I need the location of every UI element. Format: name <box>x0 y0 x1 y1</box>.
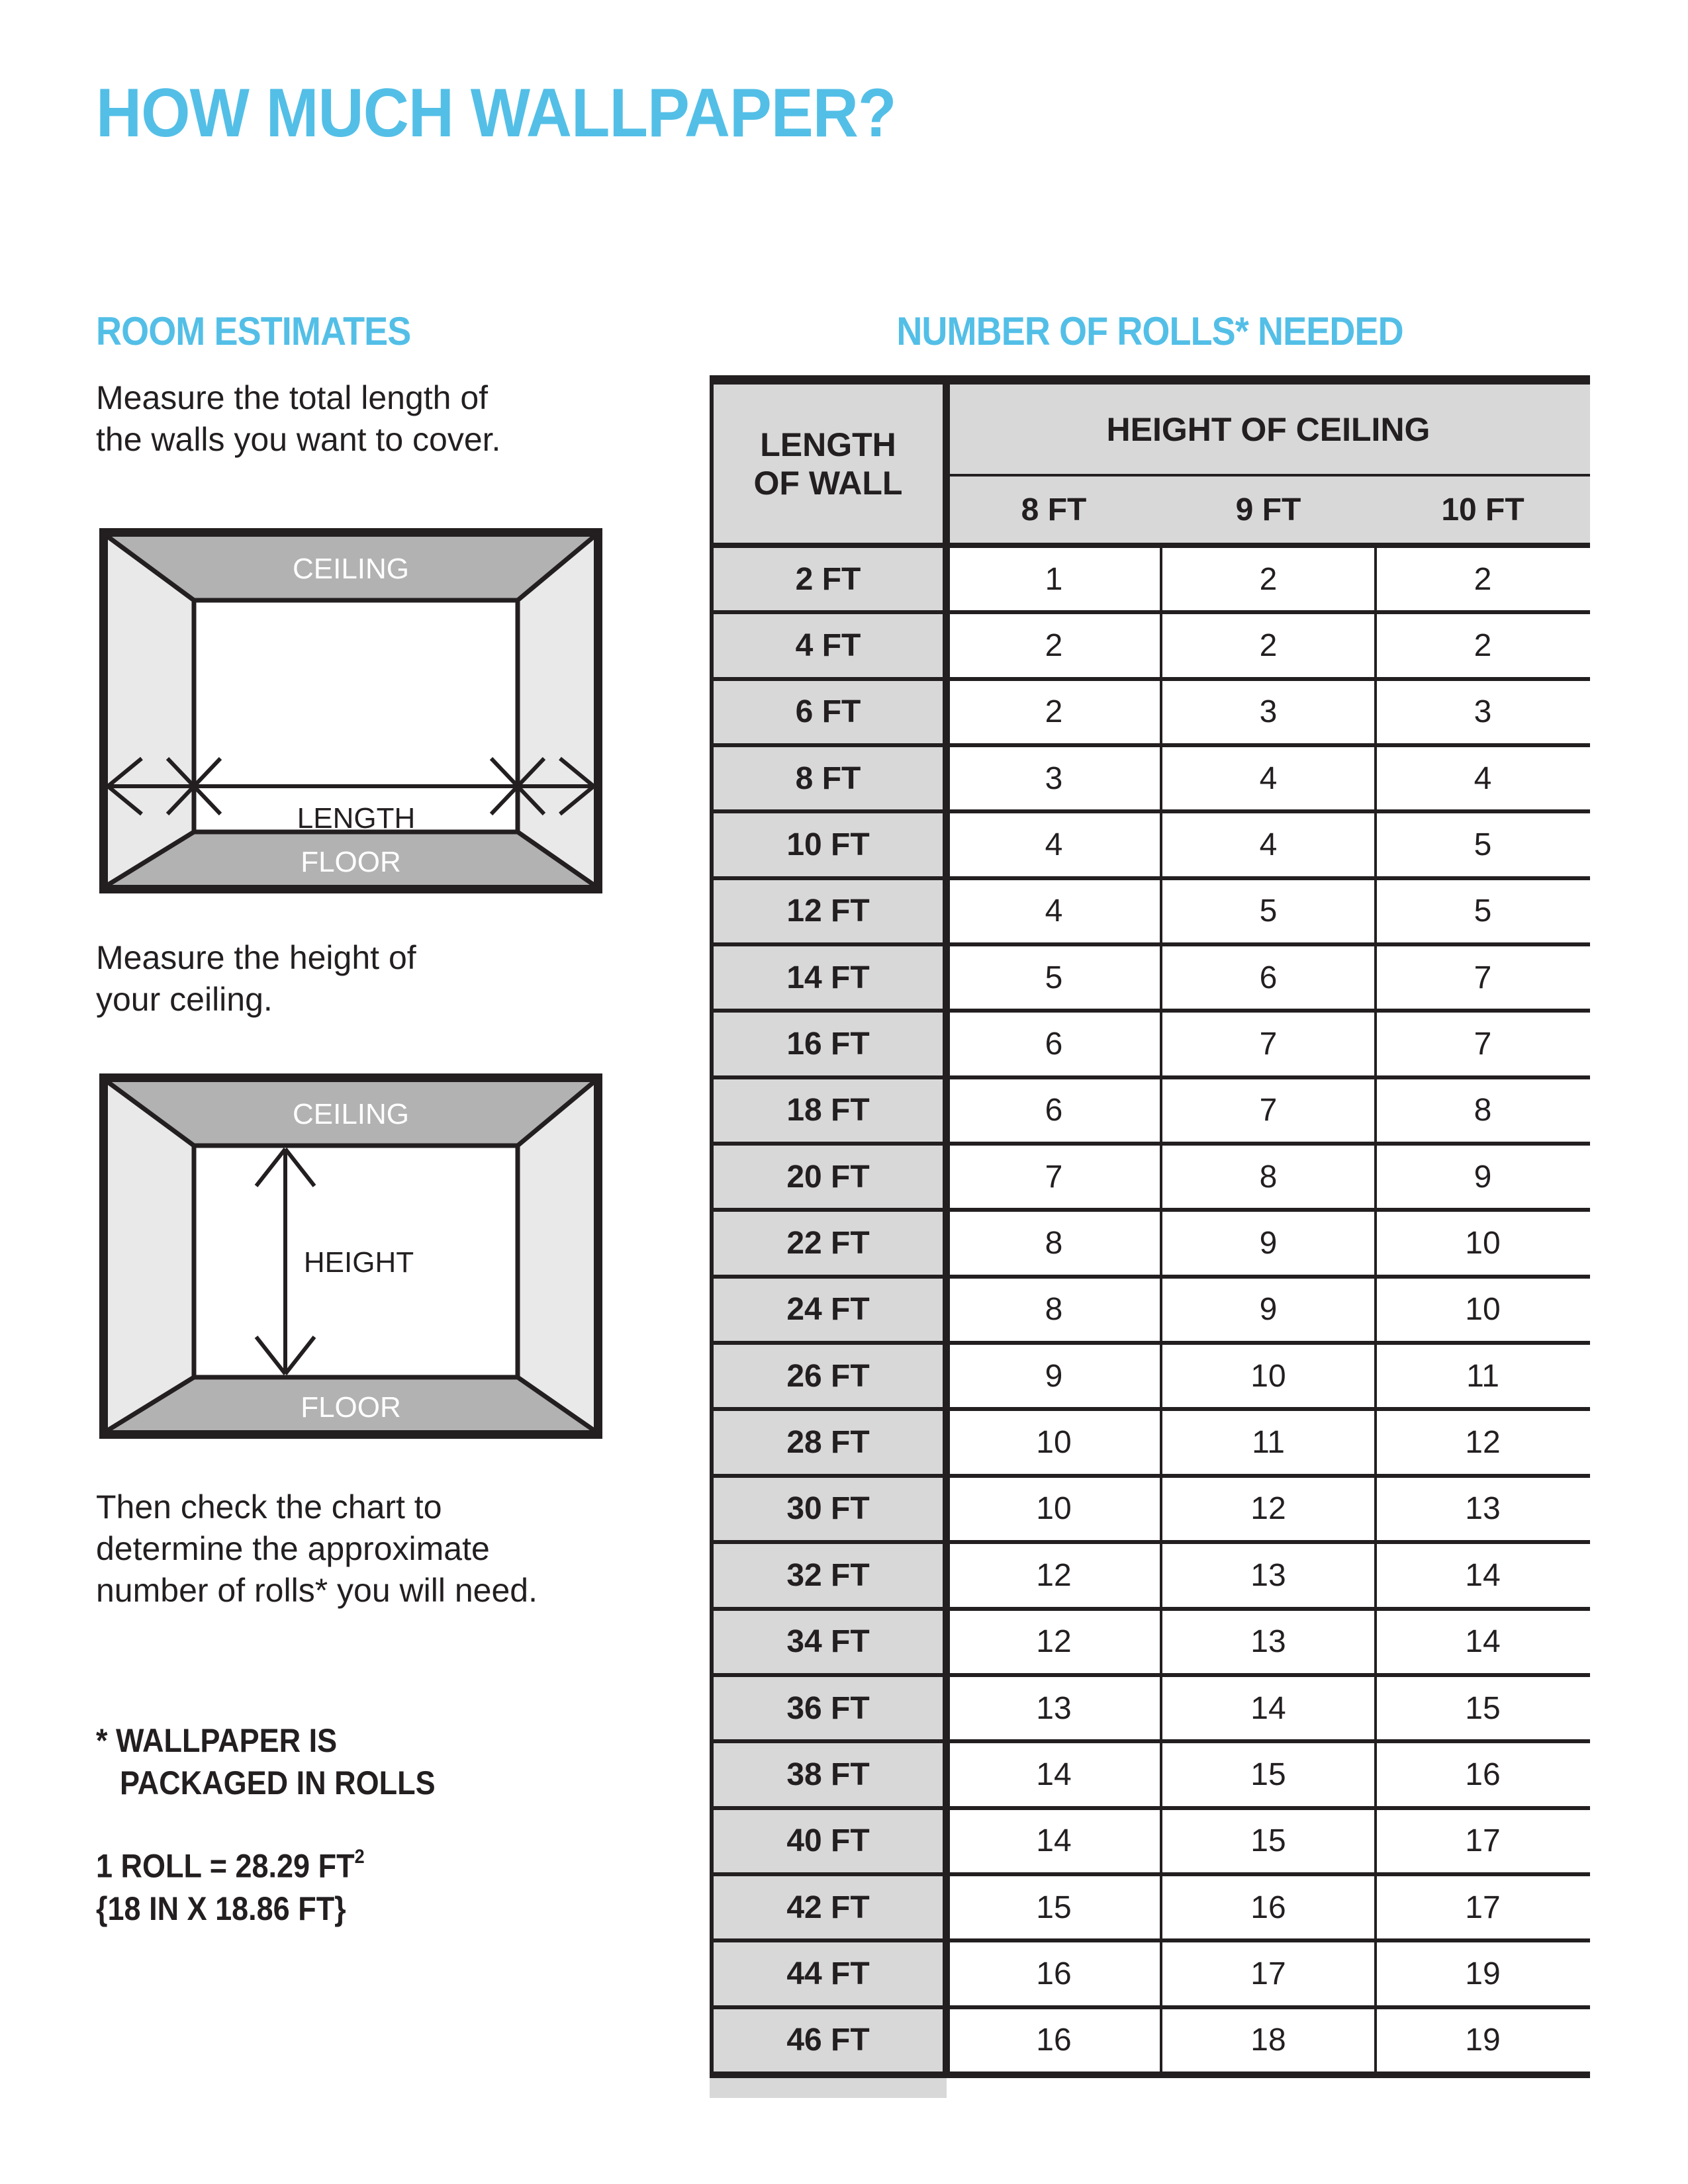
table-row <box>710 1075 1590 1142</box>
value-cell: 14 <box>947 1810 1161 1872</box>
table-row <box>710 548 1590 610</box>
value-cell: 5 <box>947 946 1161 1009</box>
gray-tail <box>710 2078 947 2098</box>
row-label-cell: 16 FT <box>710 1013 947 1075</box>
ceiling-label: CEILING <box>292 1098 410 1130</box>
roll-info <box>96 1839 365 1930</box>
row-label-cell: 42 FT <box>710 1876 947 1938</box>
text-line: determine the approximate <box>96 1530 490 1567</box>
value-cell: 13 <box>1376 1478 1590 1540</box>
value-cell: 9 <box>1161 1279 1376 1341</box>
table-row <box>710 1872 1590 1938</box>
table-row <box>710 1208 1590 1274</box>
value-cell: 13 <box>947 1677 1161 1739</box>
table-row <box>710 610 1590 676</box>
row-label-cell: 30 FT <box>710 1478 947 1540</box>
row-label-cell: 6 FT <box>710 681 947 743</box>
table-row <box>710 1806 1590 1872</box>
text-line: Measure the total length of <box>96 379 489 416</box>
row-label-cell: 18 FT <box>710 1079 947 1142</box>
value-cell: 10 <box>947 1478 1161 1540</box>
value-cell: 8 <box>947 1212 1161 1274</box>
value-cell: 6 <box>947 1079 1161 1142</box>
column-divider <box>1374 548 1377 2071</box>
height-label: HEIGHT <box>303 1246 414 1279</box>
value-cell: 10 <box>1376 1212 1590 1274</box>
row-label-cell: 34 FT <box>710 1611 947 1673</box>
value-cell: 9 <box>947 1345 1161 1407</box>
value-cell: 9 <box>1161 1212 1376 1274</box>
header-bottom-rule <box>710 543 1590 548</box>
value-cell: 17 <box>1376 1876 1590 1938</box>
table-row <box>710 1938 1590 2005</box>
table-row <box>710 1607 1590 1673</box>
value-cell: 12 <box>1161 1478 1376 1540</box>
value-cell: 16 <box>1376 1743 1590 1805</box>
table-row-header <box>710 385 947 543</box>
table-row <box>710 1275 1590 1341</box>
table-row <box>710 809 1590 876</box>
value-cell: 14 <box>947 1743 1161 1805</box>
row-label-cell: 22 FT <box>710 1212 947 1274</box>
value-cell: 12 <box>947 1544 1161 1606</box>
value-cell: 15 <box>1376 1677 1590 1739</box>
value-cell: 14 <box>1376 1611 1590 1673</box>
table-row <box>710 1009 1590 1075</box>
column-header-8ft: 8 FT <box>1021 492 1087 527</box>
value-cell: 3 <box>947 747 1161 809</box>
text-line: the walls you want to cover. <box>96 421 501 458</box>
value-cell: 10 <box>1161 1345 1376 1407</box>
value-cell: 6 <box>947 1013 1161 1075</box>
value-cell: 2 <box>1376 614 1590 676</box>
value-cell: 4 <box>947 880 1161 942</box>
row-label-cell: 4 FT <box>710 614 947 676</box>
row-label-cell: 28 FT <box>710 1411 947 1473</box>
value-cell: 13 <box>1161 1611 1376 1673</box>
table-row <box>710 876 1590 942</box>
value-cell: 8 <box>1376 1079 1590 1142</box>
column-header-9ft: 9 FT <box>1235 492 1301 527</box>
value-cell: 5 <box>1161 880 1376 942</box>
table-row <box>710 1142 1590 1208</box>
squared-exponent: 2 <box>354 1846 365 1868</box>
back-wall <box>194 600 518 832</box>
table-header <box>710 385 1590 543</box>
table-row <box>710 743 1590 809</box>
table-thick-divider <box>943 375 950 2078</box>
table-row <box>710 2005 1590 2071</box>
value-cell: 6 <box>1161 946 1376 1009</box>
text-line: OF WALL <box>753 464 903 502</box>
value-cell: 3 <box>1161 681 1376 743</box>
value-cell: 11 <box>1376 1345 1590 1407</box>
value-cell: 4 <box>1161 747 1376 809</box>
value-cell: 2 <box>947 681 1161 743</box>
table-row <box>710 1341 1590 1407</box>
value-cell: 7 <box>1376 1013 1590 1075</box>
value-cell: 15 <box>1161 1810 1376 1872</box>
value-cell: 9 <box>1376 1146 1590 1208</box>
value-cell: 3 <box>1376 681 1590 743</box>
floor-label: FLOOR <box>301 1391 401 1424</box>
row-label-cell: 10 FT <box>710 813 947 876</box>
row-label-cell: 12 FT <box>710 880 947 942</box>
text-line: * WALLPAPER IS <box>96 1722 338 1759</box>
value-cell: 2 <box>1161 548 1376 610</box>
table-body <box>710 548 1590 2071</box>
value-cell: 2 <box>1376 548 1590 610</box>
value-cell: 2 <box>1161 614 1376 676</box>
row-label-cell: 24 FT <box>710 1279 947 1341</box>
table-bottom-rule <box>710 2071 1590 2078</box>
row-label-cell: 32 FT <box>710 1544 947 1606</box>
value-cell: 1 <box>947 548 1161 610</box>
table-column-headers <box>947 477 1590 543</box>
value-cell: 7 <box>1161 1079 1376 1142</box>
value-cell: 12 <box>1376 1411 1590 1473</box>
value-cell: 2 <box>947 614 1161 676</box>
table-row <box>710 677 1590 743</box>
table-group-header: HEIGHT OF CEILING <box>1106 410 1430 448</box>
rolls-table <box>710 375 1590 2103</box>
text-line: Then check the chart to <box>96 1488 442 1525</box>
row-label-cell: 40 FT <box>710 1810 947 1872</box>
room-length-diagram <box>99 528 602 893</box>
floor-label: FLOOR <box>301 846 401 878</box>
table-row <box>710 1540 1590 1606</box>
wallpaper-footnote <box>96 1719 436 1804</box>
step3-text <box>96 1486 538 1612</box>
value-cell: 7 <box>1376 946 1590 1009</box>
value-cell: 4 <box>1161 813 1376 876</box>
value-cell: 4 <box>1376 747 1590 809</box>
value-cell: 5 <box>1376 880 1590 942</box>
table-top-border <box>710 375 1590 385</box>
value-cell: 14 <box>1161 1677 1376 1739</box>
step1-text <box>96 377 500 461</box>
value-cell: 16 <box>947 1942 1161 2005</box>
value-cell: 11 <box>1161 1411 1376 1473</box>
row-label-cell: 14 FT <box>710 946 947 1009</box>
row-label-cell: 26 FT <box>710 1345 947 1407</box>
value-cell: 16 <box>1161 1876 1376 1938</box>
table-row <box>710 1407 1590 1473</box>
table-left-border <box>710 375 714 2078</box>
ceiling-label: CEILING <box>292 553 410 585</box>
table-row <box>710 1739 1590 1805</box>
value-cell: 18 <box>1161 2009 1376 2071</box>
length-label: LENGTH <box>297 802 416 835</box>
value-cell: 15 <box>947 1876 1161 1938</box>
value-cell: 14 <box>1376 1544 1590 1606</box>
roll-equation: 1 ROLL = 28.29 $FT^2$ <box>96 1846 365 1885</box>
table-data-header <box>947 385 1590 543</box>
value-cell: 8 <box>947 1279 1161 1341</box>
value-cell: 16 <box>947 2009 1161 2071</box>
value-cell: 19 <box>1376 2009 1590 2071</box>
page-title: HOW MUCH WALLPAPER? <box>96 75 896 152</box>
value-cell: 17 <box>1161 1942 1376 2005</box>
row-label-cell: 20 FT <box>710 1146 947 1208</box>
value-cell: 7 <box>1161 1013 1376 1075</box>
value-cell: 10 <box>1376 1279 1590 1341</box>
row-label-cell: 44 FT <box>710 1942 947 2005</box>
roll-dimensions: {18 IN X 18.86 FT} <box>96 1889 346 1927</box>
value-cell: 10 <box>947 1411 1161 1473</box>
text-line: your ceiling. <box>96 981 273 1018</box>
value-cell: 17 <box>1376 1810 1590 1872</box>
ceiling-height-diagram <box>99 1073 602 1439</box>
row-label-cell: 38 FT <box>710 1743 947 1805</box>
column-divider <box>1160 548 1162 2071</box>
value-cell: 12 <box>947 1611 1161 1673</box>
value-cell: 13 <box>1161 1544 1376 1606</box>
row-label-cell: 46 FT <box>710 2009 947 2071</box>
row-label-cell: 2 FT <box>710 548 947 610</box>
value-cell: 19 <box>1376 1942 1590 2005</box>
value-cell: 8 <box>1161 1146 1376 1208</box>
text-line: LENGTH <box>760 426 896 463</box>
rolls-needed-heading: NUMBER OF ROLLS* NEEDED <box>896 309 1403 353</box>
value-cell: 15 <box>1161 1743 1376 1805</box>
table-row <box>710 1673 1590 1739</box>
row-label-cell: 8 FT <box>710 747 947 809</box>
text-line: number of rolls* you will need. <box>96 1572 538 1609</box>
column-header-10ft: 10 FT <box>1441 492 1524 527</box>
room-estimates-heading: ROOM ESTIMATES <box>96 309 411 353</box>
value-cell: 5 <box>1376 813 1590 876</box>
text-line: Measure the height of <box>96 939 416 976</box>
value-cell: 4 <box>947 813 1161 876</box>
value-cell: 7 <box>947 1146 1161 1208</box>
text-line: PACKAGED IN ROLLS <box>120 1764 436 1801</box>
table-row <box>710 942 1590 1009</box>
table-row <box>710 1474 1590 1540</box>
row-label-cell: 36 FT <box>710 1677 947 1739</box>
step2-text <box>96 937 416 1021</box>
